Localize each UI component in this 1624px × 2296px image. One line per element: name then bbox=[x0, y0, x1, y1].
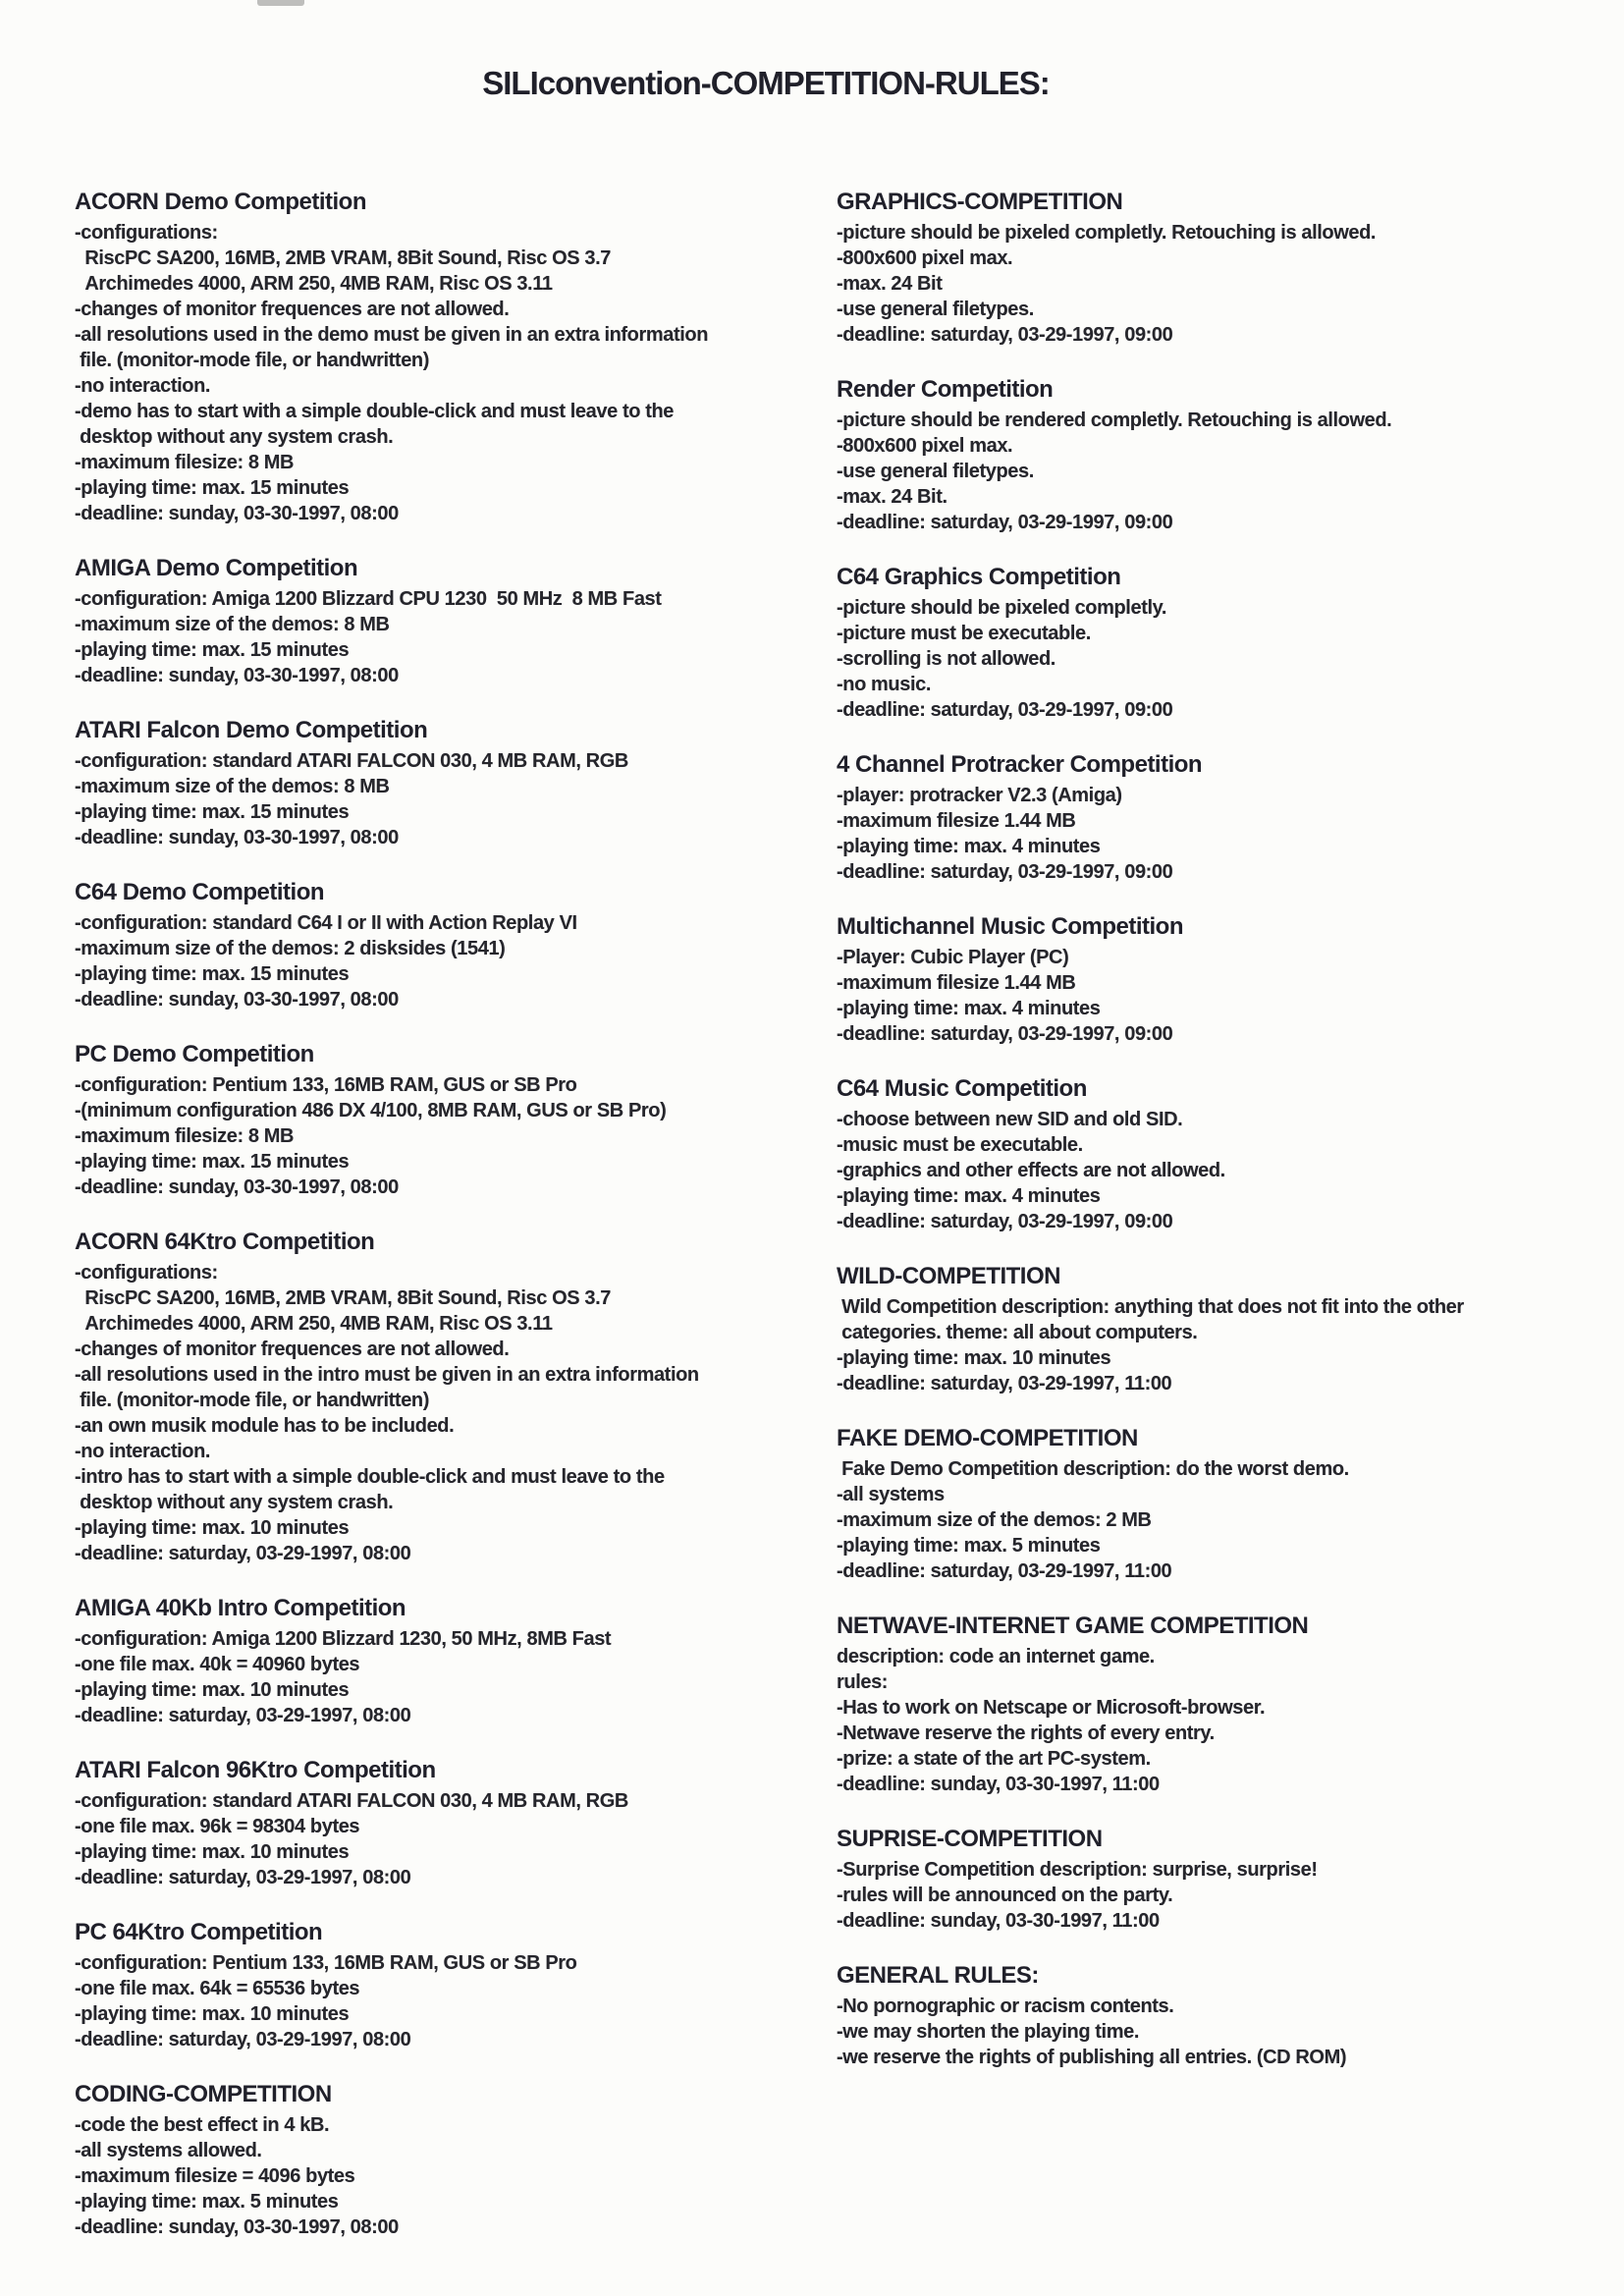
section-heading: ATARI Falcon Demo Competition bbox=[75, 717, 428, 743]
section-heading: ATARI Falcon 96Ktro Competition bbox=[75, 1757, 436, 1783]
rule-line: -deadline: saturday, 03-29-1997, 08:00 bbox=[75, 1543, 411, 1564]
rule-line: -configuration: Pentium 133, 16MB RAM, GUS or SB Pro bbox=[75, 1074, 577, 1096]
rule-line: -all resolutions used in the intro must be given in an extra information bbox=[75, 1364, 699, 1386]
rule-line: Archimedes 4000, ARM 250, 4MB RAM, Risc OS 3.11 bbox=[75, 1313, 553, 1335]
competition-section bbox=[837, 1073, 1618, 1234]
section-heading: ACORN 64Ktro Competition bbox=[75, 1229, 375, 1255]
competition-section bbox=[837, 562, 1618, 723]
section-heading: NETWAVE-INTERNET GAME COMPETITION bbox=[837, 1613, 1309, 1639]
section-heading: 4 Channel Protracker Competition bbox=[837, 751, 1203, 778]
rule-line: -playing time: max. 10 minutes bbox=[75, 2003, 350, 2025]
rule-line: -playing time: max. 4 minutes bbox=[837, 1185, 1101, 1207]
left-column bbox=[75, 187, 827, 2267]
rule-line: -800x600 pixel max. bbox=[837, 247, 1013, 269]
rule-line: -playing time: max. 10 minutes bbox=[75, 1517, 350, 1539]
rule-line: -maximum filesize: 8 MB bbox=[75, 1125, 295, 1147]
rule-line: -deadline: saturday, 03-29-1997, 09:00 bbox=[837, 699, 1173, 721]
rule-line: -use general filetypes. bbox=[837, 461, 1034, 482]
section-heading: Render Competition bbox=[837, 376, 1054, 403]
section-heading: WILD-COMPETITION bbox=[837, 1263, 1060, 1289]
competition-section bbox=[75, 715, 827, 850]
section-heading: SUPRISE-COMPETITION bbox=[837, 1826, 1103, 1852]
rule-line: -configuration: Pentium 133, 16MB RAM, GUS or SB Pro bbox=[75, 1952, 577, 1974]
rule-line: -picture should be pixeled completly. Retouching is allowed. bbox=[837, 222, 1377, 244]
rule-line: -configuration: standard ATARI FALCON 030, 4 MB RAM, RGB bbox=[75, 750, 628, 772]
rule-line: -deadline: saturday, 03-29-1997, 11:00 bbox=[837, 1373, 1172, 1394]
rule-line: -playing time: max. 15 minutes bbox=[75, 639, 350, 661]
section-heading: AMIGA 40Kb Intro Competition bbox=[75, 1595, 406, 1621]
rule-line: -800x600 pixel max. bbox=[837, 435, 1013, 457]
rule-line: -playing time: max. 15 minutes bbox=[75, 801, 350, 823]
rule-line: -one file max. 40k = 40960 bytes bbox=[75, 1654, 360, 1675]
rule-line: -deadline: sunday, 03-30-1997, 08:00 bbox=[75, 827, 399, 848]
rule-line: -deadline: sunday, 03-30-1997, 11:00 bbox=[837, 1910, 1160, 1932]
rule-line: -maximum size of the demos: 8 MB bbox=[75, 614, 390, 635]
rule-line: -music must be executable. bbox=[837, 1134, 1083, 1156]
section-heading: GRAPHICS-COMPETITION bbox=[837, 189, 1123, 215]
rule-line: -player: protracker V2.3 (Amiga) bbox=[837, 785, 1122, 806]
rule-line: -No pornographic or racism contents. bbox=[837, 1995, 1174, 2017]
competition-section bbox=[75, 1917, 827, 2052]
rule-line: -all systems bbox=[837, 1484, 945, 1505]
section-heading: ACORN Demo Competition bbox=[75, 189, 366, 215]
rule-line: -Surprise Competition description: surprise, surprise! bbox=[837, 1859, 1318, 1881]
rule-line: -use general filetypes. bbox=[837, 299, 1034, 320]
rule-line: -deadline: saturday, 03-29-1997, 09:00 bbox=[837, 861, 1173, 883]
rule-line: -deadline: saturday, 03-29-1997, 08:00 bbox=[75, 1705, 411, 1726]
section-heading: FAKE DEMO-COMPETITION bbox=[837, 1425, 1138, 1451]
rule-line: -(minimum configuration 486 DX 4/100, 8MB RAM, GUS or SB Pro) bbox=[75, 1100, 667, 1121]
rule-line: -deadline: saturday, 03-29-1997, 09:00 bbox=[837, 1211, 1173, 1232]
rule-line: -prize: a state of the art PC-system. bbox=[837, 1748, 1151, 1770]
competition-section bbox=[75, 2079, 827, 2240]
rule-line: -maximum filesize 1.44 MB bbox=[837, 972, 1076, 994]
rule-line: -deadline: sunday, 03-30-1997, 08:00 bbox=[75, 989, 399, 1011]
rule-line: -maximum size of the demos: 2 disksides (1541) bbox=[75, 938, 506, 959]
rule-line: -playing time: max. 4 minutes bbox=[837, 998, 1101, 1019]
rule-line: -maximum size of the demos: 8 MB bbox=[75, 776, 390, 797]
rule-line: -playing time: max. 15 minutes bbox=[75, 1151, 350, 1173]
rule-line: -intro has to start with a simple double-click and must leave to the bbox=[75, 1466, 665, 1488]
rule-line: -changes of monitor frequences are not allowed. bbox=[75, 1339, 510, 1360]
competition-section bbox=[75, 1227, 827, 1566]
competition-section bbox=[837, 374, 1618, 535]
rule-line: Wild Competition description: anything that does not fit into the other bbox=[837, 1296, 1464, 1318]
rule-line: -configurations: bbox=[75, 222, 218, 244]
rule-line: Fake Demo Competition description: do the worst demo. bbox=[837, 1458, 1349, 1480]
rule-line: -deadline: saturday, 03-29-1997, 09:00 bbox=[837, 1023, 1173, 1045]
rule-line: -no interaction. bbox=[75, 1441, 211, 1462]
section-heading: PC 64Ktro Competition bbox=[75, 1919, 323, 1945]
section-heading: CODING-COMPETITION bbox=[75, 2081, 332, 2107]
rule-line: -we reserve the rights of publishing all entries. (CD ROM) bbox=[837, 2047, 1347, 2068]
rule-line: description: code an internet game. bbox=[837, 1646, 1155, 1667]
rule-line: -we may shorten the playing time. bbox=[837, 2021, 1139, 2043]
rule-line: -no interaction. bbox=[75, 375, 211, 397]
rule-line: -playing time: max. 10 minutes bbox=[837, 1347, 1111, 1369]
rule-line: -code the best effect in 4 kB. bbox=[75, 2114, 330, 2136]
rule-line: RiscPC SA200, 16MB, 2MB VRAM, 8Bit Sound, Risc OS 3.7 bbox=[75, 1287, 611, 1309]
rule-line: -max. 24 Bit bbox=[837, 273, 943, 295]
rule-line: -deadline: saturday, 03-29-1997, 09:00 bbox=[837, 512, 1173, 533]
competition-section bbox=[837, 749, 1618, 885]
rule-line: -configuration: Amiga 1200 Blizzard 1230, 50 MHz, 8MB Fast bbox=[75, 1628, 612, 1650]
rule-line: -no music. bbox=[837, 674, 932, 695]
competition-section bbox=[837, 1611, 1618, 1797]
rule-line: -playing time: max. 10 minutes bbox=[75, 1679, 350, 1701]
rule-line: -configuration: Amiga 1200 Blizzard CPU 1230 50 MHz 8 MB Fast bbox=[75, 588, 662, 610]
scan-smudge-artifact bbox=[257, 0, 304, 6]
rule-line: -deadline: sunday, 03-30-1997, 08:00 bbox=[75, 2216, 399, 2238]
rule-line: -picture should be rendered completly. Retouching is allowed. bbox=[837, 410, 1392, 431]
competition-section bbox=[837, 1423, 1618, 1584]
rule-line: -deadline: saturday, 03-29-1997, 11:00 bbox=[837, 1560, 1172, 1582]
competition-section bbox=[75, 1039, 827, 1200]
rule-line: -an own musik module has to be included. bbox=[75, 1415, 455, 1437]
rule-line: -deadline: saturday, 03-29-1997, 09:00 bbox=[837, 324, 1173, 346]
rule-line: rules: bbox=[837, 1671, 889, 1693]
rule-line: desktop without any system crash. bbox=[75, 426, 394, 448]
rule-line: categories. theme: all about computers. bbox=[837, 1322, 1198, 1343]
rule-line: file. (monitor-mode file, or handwritten) bbox=[75, 350, 429, 371]
competition-section bbox=[837, 1824, 1618, 1934]
rule-line: -deadline: sunday, 03-30-1997, 08:00 bbox=[75, 1176, 399, 1198]
rule-line: -rules will be announced on the party. bbox=[837, 1885, 1173, 1906]
rule-line: -Netwave reserve the rights of every entry. bbox=[837, 1722, 1215, 1744]
rule-line: -playing time: max. 15 minutes bbox=[75, 477, 350, 499]
competition-section bbox=[837, 911, 1618, 1047]
rule-line: -deadline: sunday, 03-30-1997, 08:00 bbox=[75, 665, 399, 686]
rule-line: -Player: Cubic Player (PC) bbox=[837, 947, 1069, 968]
section-heading: Multichannel Music Competition bbox=[837, 913, 1184, 940]
rule-line: -changes of monitor frequences are not allowed. bbox=[75, 299, 510, 320]
rule-line: desktop without any system crash. bbox=[75, 1492, 394, 1513]
section-heading: GENERAL RULES: bbox=[837, 1962, 1039, 1989]
rule-line: -maximum size of the demos: 2 MB bbox=[837, 1509, 1152, 1531]
competition-section bbox=[837, 1960, 1618, 2070]
rule-line: RiscPC SA200, 16MB, 2MB VRAM, 8Bit Sound, Risc OS 3.7 bbox=[75, 247, 611, 269]
competition-section bbox=[75, 187, 827, 526]
rule-line: Archimedes 4000, ARM 250, 4MB RAM, Risc OS 3.11 bbox=[75, 273, 553, 295]
rule-line: -deadline: sunday, 03-30-1997, 11:00 bbox=[837, 1774, 1160, 1795]
rule-line: -playing time: max. 15 minutes bbox=[75, 963, 350, 985]
rule-line: -playing time: max. 4 minutes bbox=[837, 836, 1101, 857]
right-column bbox=[837, 187, 1618, 2097]
rule-line: -graphics and other effects are not allowed. bbox=[837, 1160, 1225, 1181]
rule-line: -playing time: max. 5 minutes bbox=[75, 2191, 339, 2213]
rule-line: -configuration: standard C64 I or II with Action Replay VI bbox=[75, 912, 577, 934]
rule-line: -one file max. 96k = 98304 bytes bbox=[75, 1816, 360, 1837]
rule-line: -one file max. 64k = 65536 bytes bbox=[75, 1978, 360, 1999]
competition-section bbox=[837, 1261, 1618, 1396]
rule-line: -playing time: max. 10 minutes bbox=[75, 1841, 350, 1863]
rule-line: -choose between new SID and old SID. bbox=[837, 1109, 1183, 1130]
competition-section bbox=[75, 1755, 827, 1890]
rule-line: -configuration: standard ATARI FALCON 030, 4 MB RAM, RGB bbox=[75, 1790, 628, 1812]
rule-line: -Has to work on Netscape or Microsoft-browser. bbox=[837, 1697, 1266, 1719]
section-heading: AMIGA Demo Competition bbox=[75, 555, 358, 581]
rule-line: -maximum filesize = 4096 bytes bbox=[75, 2165, 355, 2187]
competition-section bbox=[75, 1593, 827, 1728]
rule-line: -deadline: saturday, 03-29-1997, 08:00 bbox=[75, 1867, 411, 1888]
page-title: SILIconvention-COMPETITION-RULES: bbox=[482, 65, 1050, 101]
rule-line: -deadline: sunday, 03-30-1997, 08:00 bbox=[75, 503, 399, 524]
competition-section bbox=[75, 877, 827, 1012]
rule-line: -playing time: max. 5 minutes bbox=[837, 1535, 1101, 1557]
rule-line: -maximum filesize 1.44 MB bbox=[837, 810, 1076, 832]
rule-line: -max. 24 Bit. bbox=[837, 486, 947, 508]
rule-line: -configurations: bbox=[75, 1262, 218, 1284]
section-heading: C64 Music Competition bbox=[837, 1075, 1087, 1102]
rule-line: -all resolutions used in the demo must be given in an extra information bbox=[75, 324, 709, 346]
competition-section bbox=[837, 187, 1618, 348]
rule-line: file. (monitor-mode file, or handwritten) bbox=[75, 1390, 429, 1411]
rule-line: -deadline: saturday, 03-29-1997, 08:00 bbox=[75, 2029, 411, 2050]
rule-line: -picture should be pixeled completly. bbox=[837, 597, 1167, 619]
rule-line: -maximum filesize: 8 MB bbox=[75, 452, 295, 473]
competition-section bbox=[75, 553, 827, 688]
rule-line: -scrolling is not allowed. bbox=[837, 648, 1056, 670]
section-heading: C64 Demo Competition bbox=[75, 879, 325, 905]
rule-line: -all systems allowed. bbox=[75, 2140, 262, 2161]
section-heading: PC Demo Competition bbox=[75, 1041, 314, 1067]
rule-line: -picture must be executable. bbox=[837, 623, 1091, 644]
rule-line: -demo has to start with a simple double-click and must leave to the bbox=[75, 401, 674, 422]
section-heading: C64 Graphics Competition bbox=[837, 564, 1121, 590]
